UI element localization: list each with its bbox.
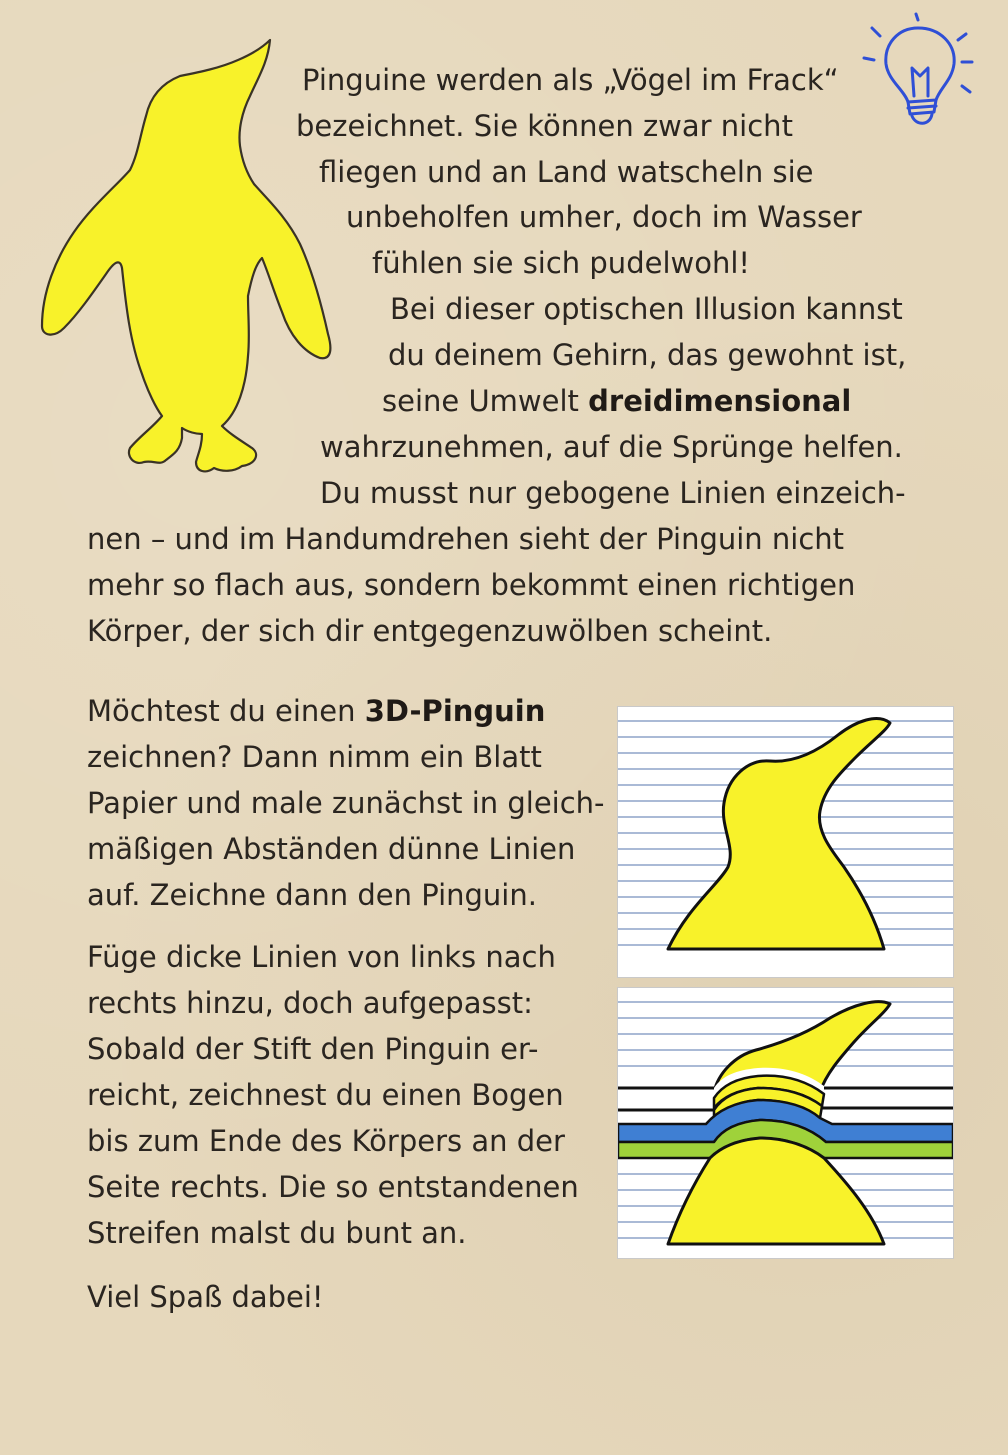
step1-line-5: auf. Zeichne dann den Pinguin.	[87, 878, 537, 912]
step1-line-2: zeichnen? Dann nimm ein Blatt	[87, 740, 542, 774]
intro-line-4: unbeholfen umher, doch im Wasser	[346, 200, 862, 234]
intro-line-8	[382, 378, 851, 424]
step2-line-3: Sobald der Stift den Pinguin er-	[87, 1032, 539, 1066]
penguin-silhouette-icon	[30, 36, 340, 486]
intro-line-13: Körper, der sich dir entgegenzuwölben scheint.	[87, 614, 773, 648]
3d-pinguin-emphasis: 3D-Pinguin	[364, 694, 546, 728]
penguin-head-lined-icon	[618, 707, 953, 977]
intro-line-10: Du musst nur gebogene Linien einzeich-	[320, 476, 906, 510]
lightbulb-icon	[858, 10, 978, 140]
intro-line-7: du deinem Gehirn, das gewohnt ist,	[388, 338, 907, 372]
intro-line-2: bezeichnet. Sie können zwar nicht	[296, 109, 793, 143]
step2-line-6: Seite rechts. Die so entstandenen	[87, 1170, 579, 1204]
penguin-head-3d-stripes-icon	[618, 988, 953, 1258]
closing-text: Viel Spaß dabei!	[87, 1280, 324, 1314]
step2-line-7: Streifen malst du bunt an.	[87, 1216, 467, 1250]
step2-line-2: rechts hinzu, doch aufgepasst:	[87, 986, 533, 1020]
step2-line-4: reicht, zeichnest du einen Bogen	[87, 1078, 564, 1112]
intro-line-12: mehr so flach aus, sondern bekommt einen richtigen	[87, 568, 856, 602]
intro-line-8-text: seine Umwelt	[382, 384, 589, 418]
intro-line-3: fliegen und an Land watscheln sie	[319, 155, 814, 189]
intro-line-9: wahrzunehmen, auf die Sprünge helfen.	[320, 430, 903, 464]
dreidimensional-emphasis: dreidimensional	[588, 384, 852, 418]
step1-line-4: mäßigen Abständen dünne Linien	[87, 832, 576, 866]
intro-line-5: fühlen sie sich pudelwohl!	[372, 246, 751, 280]
step1-line-3: Papier und male zunächst in gleich-	[87, 786, 605, 820]
step1-line-1	[87, 688, 545, 734]
step2-line-1: Füge dicke Linien von links nach	[87, 940, 556, 974]
illustration-3d-penguin	[617, 987, 954, 1259]
intro-line-1: Pinguine werden als „Vögel im Frack“	[302, 63, 839, 97]
intro-line-6: Bei dieser optischen Illusion kannst	[390, 292, 903, 326]
intro-line-11: nen – und im Handumdrehen sieht der Pinguin nicht	[87, 522, 845, 556]
step2-line-5: bis zum Ende des Körpers an der	[87, 1124, 565, 1158]
step1-line-1-text: Möchtest du einen	[87, 694, 365, 728]
illustration-lined-penguin	[617, 706, 954, 978]
